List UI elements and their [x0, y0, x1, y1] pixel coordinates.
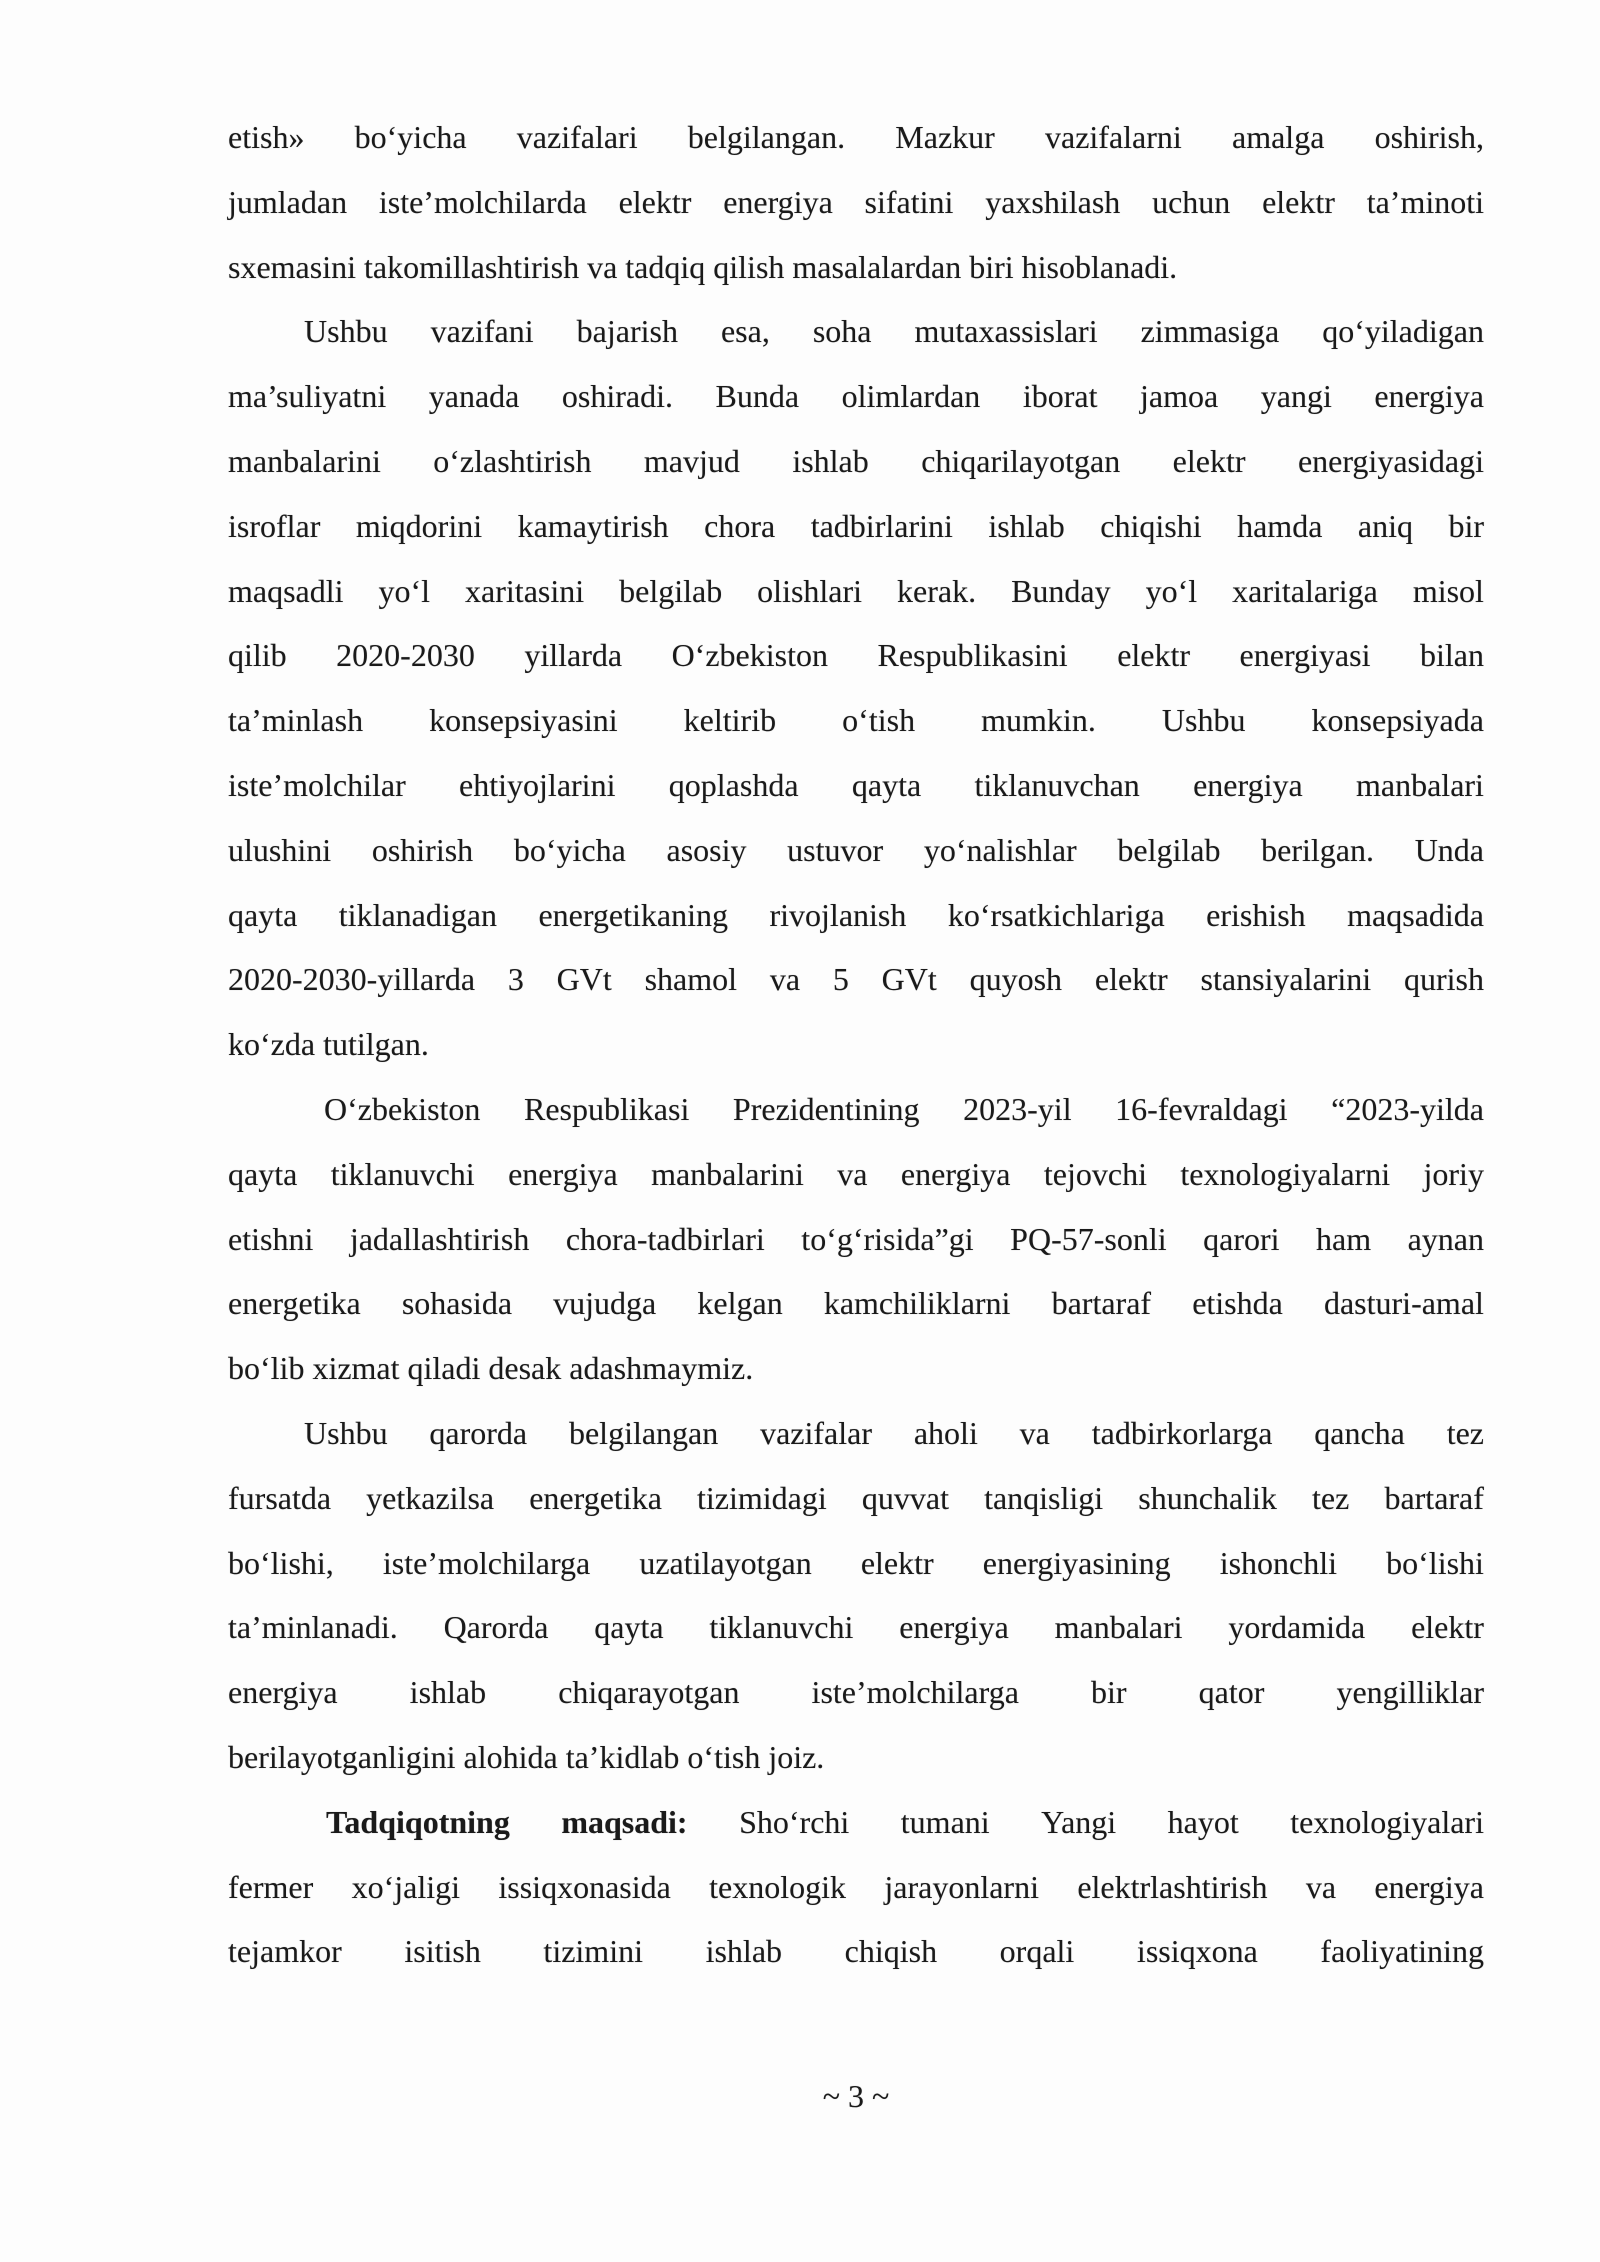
text-line: Ushbu vazifani bajarish esa, soha mutaxassislari zimmasiga qo‘yiladigan [304, 313, 1484, 350]
text-line: bo‘lib xizmat qiladi desak adashmaymiz. [228, 1350, 754, 1387]
text-line: qilib 2020-2030 yillarda O‘zbekiston Respublikasini elektr energiyasi bilan [228, 637, 1484, 674]
text-line: fursatda yetkazilsa energetika tizimidagi quvvat tanqisligi shunchalik tez bartaraf [228, 1479, 1484, 1516]
text-line: ta’minlanadi. Qarorda qayta tiklanuvchi energiya manbalari yordamida elektr [228, 1609, 1484, 1646]
text-line: etishni jadallashtirish chora-tadbirlari to‘g‘risida”gi PQ-57-sonli qarori ham aynan [228, 1220, 1484, 1257]
text-line: energetika sohasida vujudga kelgan kamchiliklarni bartaraf etishda dasturi-amal [228, 1285, 1484, 1322]
bold-run: Tadqiqotning [326, 1803, 510, 1840]
text-line: bo‘lishi, iste’molchilarga uzatilayotgan elektr energiyasining ishonchli bo‘lishi [228, 1544, 1484, 1581]
text-line: ulushini oshirish bo‘yicha asosiy ustuvor yo‘nalishlar belgilab berilgan. Unda [228, 831, 1484, 868]
text-line: 2020-2030-yillarda 3 GVt shamol va 5 GVt quyosh elektr stansiyalarini qurish [228, 961, 1484, 998]
text-line: energiya ishlab chiqarayotgan iste’molchilarga bir qator yengilliklar [228, 1674, 1484, 1711]
text-line: Ushbu qarorda belgilangan vazifalar aholi va tadbirkorlarga qancha tez [304, 1414, 1484, 1451]
text-line: ko‘zda tutilgan. [228, 1026, 429, 1063]
text-line: ta’minlash konsepsiyasini keltirib o‘tish mumkin. Ushbu konsepsiyada [228, 702, 1484, 739]
text-line: manbalarini o‘zlashtirish mavjud ishlab chiqarilayotgan elektr energiyasidagi [228, 442, 1484, 479]
text-line: isroflar miqdorini kamaytirish chora tadbirlarini ishlab chiqishi hamda aniq bir [228, 507, 1484, 544]
text-line: Tadqiqotning maqsadi: Sho‘rchi tumani Yangi hayot texnologiyalari [228, 1790, 1484, 1855]
text-line: jumladan iste’molchilarda elektr energiya sifatini yaxshilash uchun elektr ta’minoti [228, 183, 1484, 220]
text-line: etish» bo‘yicha vazifalari belgilangan. Mazkur vazifalarni amalga oshirish, [228, 119, 1484, 155]
text-line: berilayotganligini alohida ta’kidlab o‘tish joiz. [228, 1738, 825, 1775]
text-line: ma’suliyatni yanada oshiradi. Bunda olimlardan iborat jamoa yangi energiya [228, 378, 1484, 415]
footer-page-number: ~ 3 ~ [822, 2078, 890, 2114]
text-line: sxemasini takomillashtirish va tadqiq qilish masalalardan biri hisoblanadi. [228, 248, 1178, 285]
text-line: qayta tiklanuvchi energiya manbalarini va energiya tejovchi texnologiyalarni joriy [228, 1155, 1484, 1192]
text-line: tejamkor isitish tizimini ishlab chiqish orqali issiqxona faoliyatining [228, 1933, 1484, 1970]
text-line: O‘zbekiston Respublikasi Prezidentining 2023-yil 16-fevraldagi “2023-yilda [324, 1090, 1484, 1127]
text-line: iste’molchilar ehtiyojlarini qoplashda qayta tiklanuvchan energiya manbalari [228, 766, 1484, 803]
text-line: qayta tiklanadigan energetikaning rivojlanish ko‘rsatkichlariga erishish maqsadida [228, 896, 1484, 933]
text-line: maqsadli yo‘l xaritasini belgilab olishlari kerak. Bunday yo‘l xaritalariga misol [228, 572, 1484, 609]
text-block [228, 105, 1484, 1984]
text-line: fermer xo‘jaligi issiqxonasida texnologik jarayonlarni elektrlashtirish va energiya [228, 1868, 1484, 1905]
bold-run: maqsadi: [561, 1803, 688, 1840]
